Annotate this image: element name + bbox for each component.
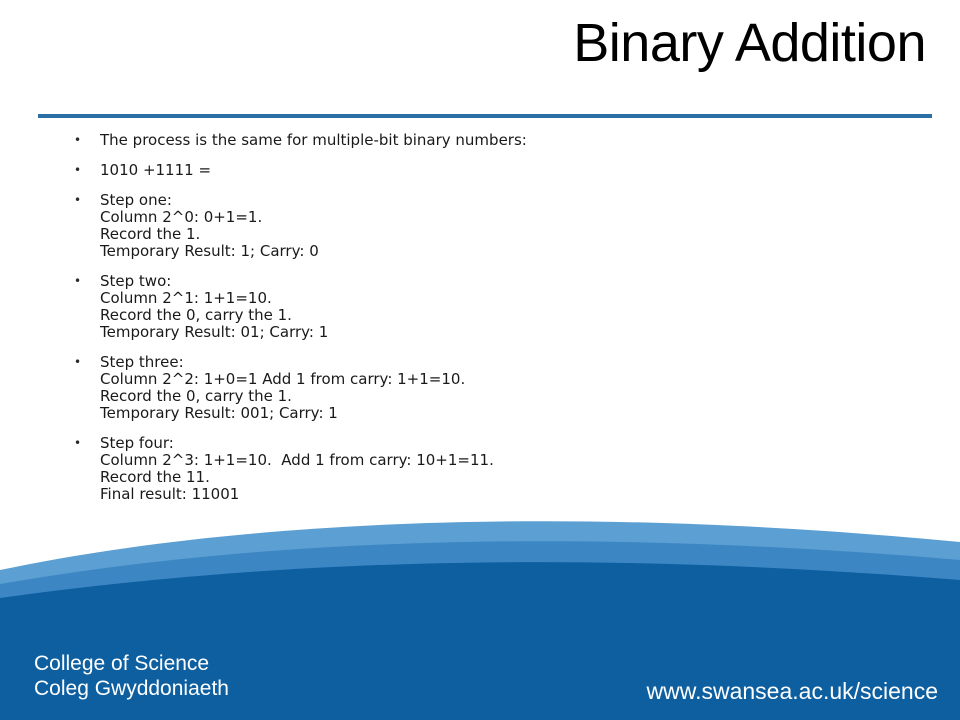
bullet-line: Temporary Result: 1; Carry: 0 [100,242,319,260]
bullet-item [72,132,892,149]
bullet-dot-icon: • [74,436,82,450]
bullet-item [72,192,892,260]
bullet-dot-icon: • [74,163,82,177]
page-title: Binary Addition [573,13,926,73]
bullet-item [72,162,892,179]
college-name-welsh: Coleg Gwyddoniaeth [34,677,229,700]
bullet-line: Temporary Result: 001; Carry: 1 [100,404,338,422]
title-divider [38,114,932,118]
bullet-dot-icon: • [74,355,82,369]
bullet-item [72,273,892,341]
bullet-line: 1010 +1111 = [100,161,212,179]
bullet-line: Column 2^3: 1+1=10. Add 1 from carry: 10+1=11. [100,451,494,469]
bullet-dot-icon: • [74,133,82,147]
bullet-line: Final result: 11001 [100,485,240,503]
bullet-line: Record the 1. [100,225,201,243]
footer-url: www.swansea.ac.uk/science [646,678,938,704]
bullet-item [72,435,892,503]
bullet-line: Step two: [100,272,172,290]
bullet-line: Step three: [100,353,184,371]
bullet-item [72,354,892,422]
bullet-dot-icon: • [74,274,82,288]
college-name [34,651,229,701]
bullet-line: Column 2^2: 1+0=1 Add 1 from carry: 1+1=10. [100,370,466,388]
bullet-line: Column 2^0: 0+1=1. [100,208,263,226]
bullet-line: Column 2^1: 1+1=10. [100,289,272,307]
bullet-line: Step one: [100,191,172,209]
bullet-dot-icon: • [74,193,82,207]
college-name-english: College of Science [34,652,210,675]
bullet-line: The process is the same for multiple-bit binary numbers: [100,131,527,149]
bullet-line: Record the 0, carry the 1. [100,387,292,405]
bullet-line: Temporary Result: 01; Carry: 1 [100,323,329,341]
bullet-line: Record the 11. [100,468,210,486]
bullet-list [72,132,892,516]
bullet-line: Step four: [100,434,174,452]
bullet-line: Record the 0, carry the 1. [100,306,292,324]
